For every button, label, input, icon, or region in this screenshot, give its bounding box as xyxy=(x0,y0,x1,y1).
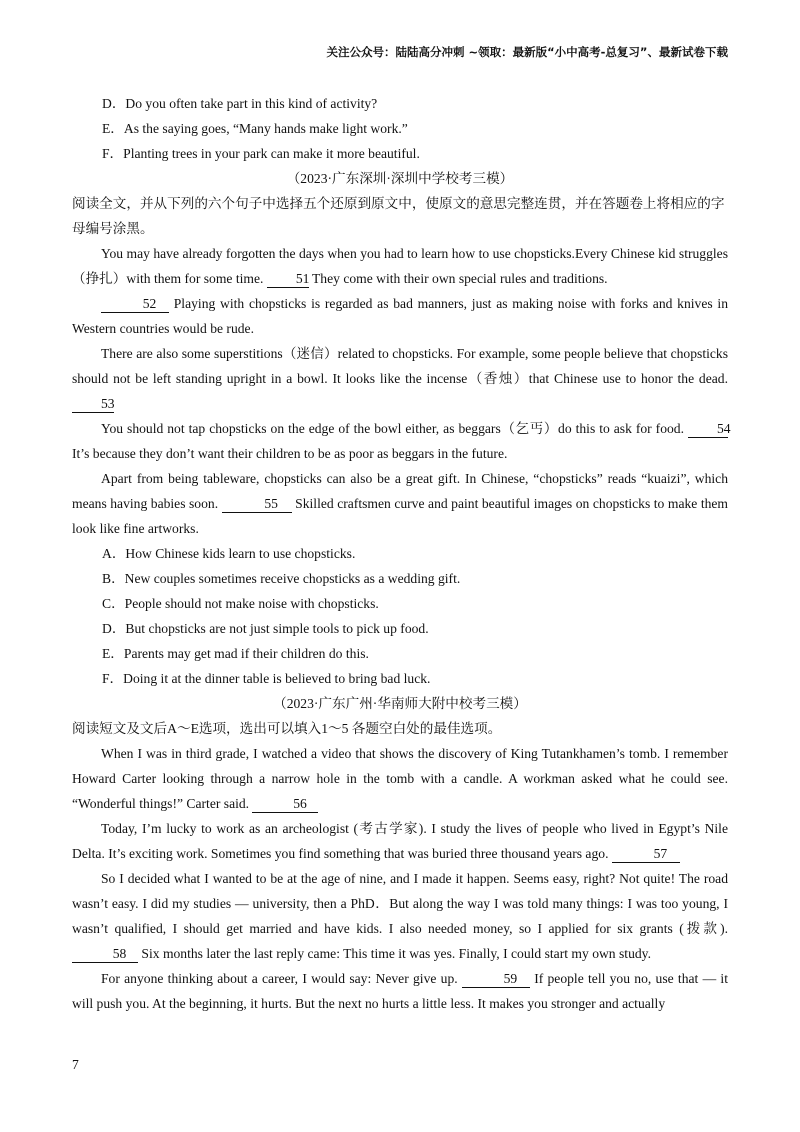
s2-paragraph-1 xyxy=(72,741,728,816)
s1-paragraph-4 xyxy=(72,416,731,466)
blank-53[interactable]: 53 xyxy=(72,395,114,413)
s2-p2-text: Today, I’m lucky to work as an archeologist (考古学家). I study the lives of people who lived in Egypt’s Nile Delta. It’s exciting work. Sometimes you find something that was buried three thousand years ago. xyxy=(72,821,728,861)
s1-p1-text-a: You may have already forgotten the days when you had to learn how to use chopsticks.Every Chinese kid struggles（挣扎）with them for some time. xyxy=(72,246,728,286)
s2-p1-text: When I was in third grade, I watched a video that shows the discovery of King Tutankhamen’s tomb. I remember Howard Carter looking through a narrow hole in the tomb with a candle. A workman asked what he could see. “Wonderful things!” Carter said. xyxy=(72,746,728,811)
blank-59[interactable]: 59 xyxy=(462,970,530,988)
s1-p1-text-b: They come with their own special rules and traditions. xyxy=(311,271,608,286)
section2-source: （2023·广东广州·华南师大附中校考三模） xyxy=(273,696,527,711)
s2-p4-text-b: If people tell you no, use that — it will push you. At the beginning, it hurts. But the next no hurts a little less. It makes you stronger and actually xyxy=(72,971,728,1011)
s2-p3-text-b: Six months later the last reply came: This time it was yes. Finally, I could start my own study. xyxy=(141,946,651,961)
prev-option-f: F．Planting trees in your park can make it more beautiful. xyxy=(102,146,420,161)
s1-option-e: E．Parents may get mad if their children do this. xyxy=(102,646,369,661)
page-number: 7 xyxy=(72,1057,79,1072)
s1-option-f: F．Doing it at the dinner table is believed to bring bad luck. xyxy=(102,671,431,686)
s1-paragraph-2 xyxy=(72,291,728,341)
s1-p5-text-b: Skilled craftsmen curve and paint beautiful images on chopsticks to make them look like fine artworks. xyxy=(72,496,729,536)
blank-54[interactable]: 54 xyxy=(688,420,728,438)
s2-paragraph-2 xyxy=(72,816,728,866)
blank-58[interactable]: 58 xyxy=(72,945,138,963)
s1-option-c: C．People should not make noise with chopsticks. xyxy=(102,596,379,611)
page-content xyxy=(72,91,731,1016)
blank-56[interactable]: 56 xyxy=(252,795,318,813)
prev-option-d: D．Do you often take part in this kind of activity? xyxy=(102,96,378,111)
section2-instruction: 阅读短文及文后A～E选项，选出可以填入1～5 各题空白处的最佳选项。 xyxy=(72,721,502,736)
s2-p4-text-a: For anyone thinking about a career, I would say: Never give up. xyxy=(101,971,458,986)
page-header: 关注公众号：陆陆高分冲刺 ~领取：最新版“小中高考-总复习”、最新试卷下载 xyxy=(326,45,728,59)
section1-source: （2023·广东深圳·深圳中学校考三模） xyxy=(286,171,514,186)
s1-option-d: D．But chopsticks are not just simple tools to pick up food. xyxy=(102,621,429,636)
s2-paragraph-3 xyxy=(72,866,728,966)
s2-paragraph-4 xyxy=(72,966,728,1016)
prev-option-e: E．As the saying goes, “Many hands make light work.” xyxy=(102,121,408,136)
blank-52[interactable]: 52 xyxy=(101,295,169,313)
s1-p2-text: Playing with chopsticks is regarded as bad manners, just as making noise with forks and knives in Western countries would be rude. xyxy=(72,296,728,336)
blank-55[interactable]: 55 xyxy=(222,495,292,513)
section1-instruction: 阅读全文，并从下列的六个句子中选择五个还原到原文中，使原文的意思完整连贯，并在答题卷上将相应的字母编号涂黑。 xyxy=(72,196,725,236)
s1-paragraph-3 xyxy=(72,341,728,416)
blank-51[interactable]: 51 xyxy=(267,270,309,288)
s1-paragraph-5 xyxy=(72,466,728,541)
s2-p3-text-a: So I decided what I wanted to be at the age of nine, and I made it happen. Seems easy, right? Not quite! The road wasn’t easy. I did my studies — university, then a PhD．But along the way I was told many things: I was too young, I wasn’t qualified, I should get married and have kids. I also needed money, so I applied for six grants (拨款). xyxy=(72,871,728,936)
blank-57[interactable]: 57 xyxy=(612,845,680,863)
s1-p3-text: There are also some superstitions（迷信）related to chopsticks. For example, some people believe that chopsticks should not be left standing upright in a bowl. It looks like the incense（香烛）that Chinese use to honor the dead. xyxy=(72,346,728,386)
s1-p5-text-a: Apart from being tableware, chopsticks can also be a great gift. In Chinese, “chopsticks” reads “kuaizi”, which means having babies soon. xyxy=(72,471,728,511)
s1-paragraph-1 xyxy=(72,241,728,291)
s1-p4-text-a: You should not tap chopsticks on the edge of the bowl either, as beggars（乞丐）do this to ask for food. xyxy=(101,421,685,436)
s1-option-a: A．How Chinese kids learn to use chopsticks. xyxy=(102,546,356,561)
s1-p4-text-b: It’s because they don’t want their children to be as poor as beggars in the future. xyxy=(72,446,508,461)
s1-option-b: B．New couples sometimes receive chopsticks as a wedding gift. xyxy=(102,571,461,586)
